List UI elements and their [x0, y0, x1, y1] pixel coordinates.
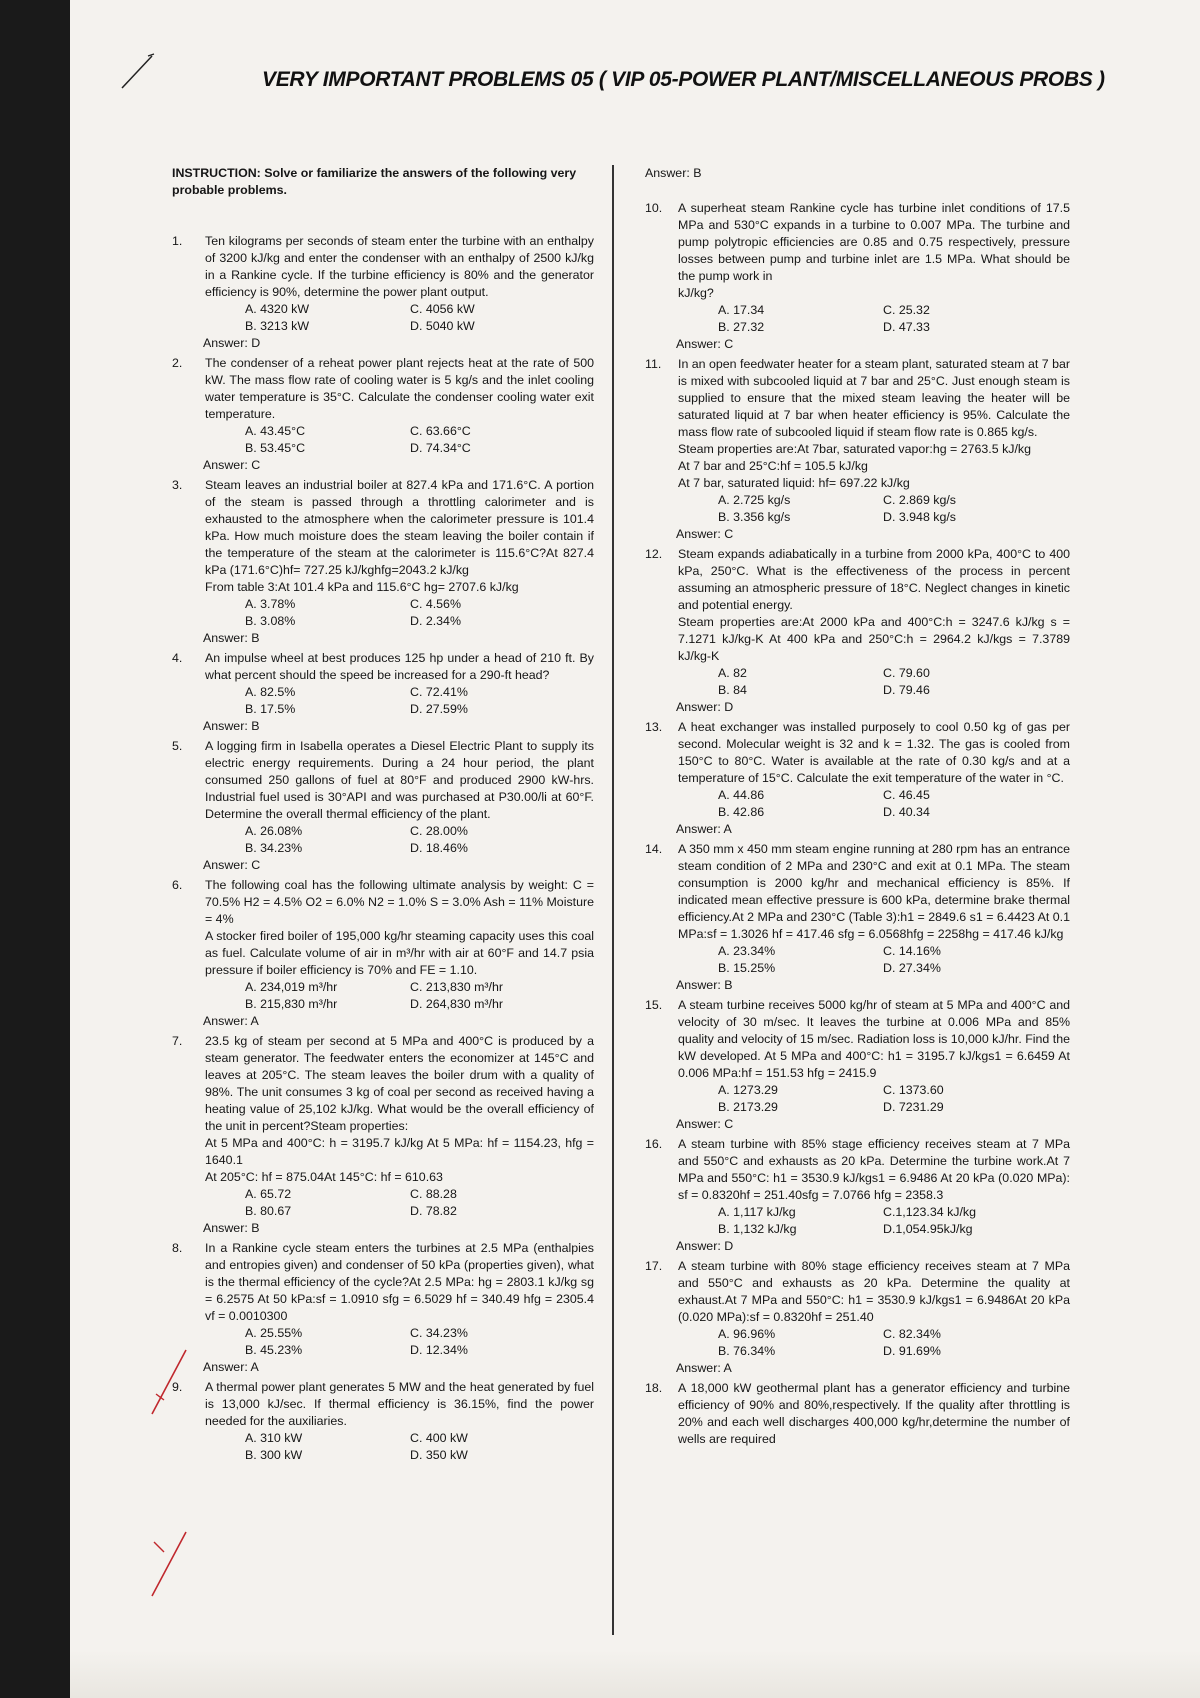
- choice-option: B. 76.34%: [718, 1344, 776, 1358]
- answer-line: Answer: D: [203, 336, 261, 350]
- question-stem: A superheat steam Rankine cycle has turbine inlet conditions of 17.5 MPa and 530°C expands in a turbine to 0.007 MPa. The turbine and pump polytropic efficiencies are 0.85 and 0.75 respectively, pressure losses between pump and turbine inlet are 1.5 MPa. What should be the pump work in: [678, 201, 1070, 283]
- choice-option: D. 27.34%: [883, 961, 941, 975]
- answer-line: Answer: B: [676, 978, 733, 992]
- choice-list: [718, 302, 1070, 336]
- answer-line: Answer: C: [676, 1117, 734, 1131]
- choice-option: A. 26.08%: [245, 824, 303, 838]
- choice-option: A. 23.34%: [718, 944, 776, 958]
- choice-option: A. 1273.29: [718, 1083, 778, 1097]
- question-item: [645, 719, 1070, 838]
- choice-option: D. 264,830 m³/hr: [410, 997, 503, 1011]
- carryover-answer: Answer: B: [645, 166, 702, 180]
- choice-option: A. 25.55%: [245, 1326, 303, 1340]
- choice-option: C. 25.32: [883, 303, 930, 317]
- question-number: 7.: [172, 1034, 183, 1048]
- answer-line: Answer: A: [676, 822, 732, 836]
- choice-option: B. 1,132 kJ/kg: [718, 1222, 797, 1236]
- choice-option: C. 46.45: [883, 788, 930, 802]
- choice-list: [718, 665, 1070, 699]
- question-note: A stocker fired boiler of 195,000 kg/hr steaming capacity uses this coal as fuel. Calculate volume of air in m³/hr with air at 60°F and 14.7 psia pressure if boiler efficiency is 70% and FE = 1.10.: [205, 929, 594, 977]
- choice-option: C.1,123.34 kJ/kg: [883, 1205, 976, 1219]
- choice-list: [245, 1186, 594, 1220]
- question-stem: A 350 mm x 450 mm steam engine running at 280 rpm has an entrance steam condition of 2 MPa and 230°C and exit at 0.1 MPa. The steam consumption is 2000 kg/hr and mechanical efficiency is 85%. If indicated mean effective pressure is 600 kPa, determine brake thermal efficiency.At 2 MPa and 230°C (Table 3):h1 = 2849.6 s1 = 6.4423 At 0.1 MPa:sf = 1.3026 hf = 417.46 sfg = 6.0568hfg = 2258hg = 417.46 kJ/kg: [678, 842, 1070, 941]
- choice-option: B. 215,830 m³/hr: [245, 997, 338, 1011]
- left-question-list: [172, 233, 594, 1464]
- question-stem: A steam turbine with 85% stage efficiency receives steam at 7 MPa and 550°C and exhausts as 20 kPa. Determine the turbine work.At 7 MPa and 550°C: h1 = 3530.9 kJ/kgs1 = 6.9486 At 20 kPa (0.020 MPa): sf = 0.8320hf = 251.40sfg = 7.0766 hfg = 2358.3: [678, 1137, 1070, 1202]
- question-item: [645, 356, 1070, 543]
- question-stem: 23.5 kg of steam per second at 5 MPa and 400°C is produced by a steam generator. The feedwater enters the economizer at 145°C and leaves at 205°C. The steam leaves the boiler drum with a quality of 98%. The unit consumes 3 kg of coal per second as received having a heating value of 25,102 kJ/kg. What would be the overall efficiency of the unit in percent?Steam properties:: [205, 1034, 594, 1133]
- choice-list: [245, 1325, 594, 1359]
- choice-list: [245, 423, 594, 457]
- choice-list: [245, 301, 594, 335]
- choice-option: C. 213,830 m³/hr: [410, 980, 503, 994]
- question-number: 15.: [645, 998, 663, 1012]
- question-number: 14.: [645, 842, 663, 856]
- question-item: [172, 877, 594, 1030]
- choice-option: D. 350 kW: [410, 1448, 468, 1462]
- choice-option: C. 79.60: [883, 666, 930, 680]
- choice-option: B. 42.86: [718, 805, 765, 819]
- question-number: 5.: [172, 739, 183, 753]
- question-stem: A 18,000 kW geothermal plant has a generator efficiency and turbine efficiency of 90% and 80%,respectively. If the quality after throttling is 20% and each well discharges 400,000 kg/hr,determine the number of wells are required: [678, 1381, 1070, 1446]
- choice-option: B. 15.25%: [718, 961, 776, 975]
- question-note: kJ/kg?: [678, 286, 714, 300]
- left-column: [172, 165, 594, 1467]
- choice-option: C. 4056 kW: [410, 302, 475, 316]
- question-item: [172, 650, 594, 735]
- question-item: [172, 738, 594, 874]
- question-stem: Steam leaves an industrial boiler at 827.4 kPa and 171.6°C. A portion of the steam is passed through a throttling calorimeter and is exhausted to the atmosphere when the calorimeter pressure is 101.4 kPa. How much moisture does the steam leaving the boiler contain if the temperature of the steam at the calorimeter is 115.6°C?At 827.4 kPa (171.6°C)hf= 727.25 kJ/kghfg=2043.2 kJ/kg: [205, 478, 594, 577]
- choice-list: [245, 1430, 594, 1464]
- choice-list: [718, 492, 1070, 526]
- question-item: [172, 233, 594, 352]
- question-stem: A logging firm in Isabella operates a Diesel Electric Plant to supply its electric energy requirements. During a 24 hour period, the plant consumed 250 gallons of fuel at 80°F and produced 2900 kW-hrs. Industrial fuel used is 30°API and was purchased at P30.00/li at 60°F. Determine the overall thermal efficiency of the plant.: [205, 739, 594, 821]
- question-stem: The following coal has the following ultimate analysis by weight: C = 70.5% H2 = 4.5% O2 = 6.0% N2 = 1.0% S = 3.0% Ash = 11% Moisture = 4%: [205, 878, 594, 926]
- question-note: From table 3:At 101.4 kPa and 115.6°C hg= 2707.6 kJ/kg: [205, 580, 519, 594]
- choice-list: [718, 787, 1070, 821]
- question-item: [172, 477, 594, 647]
- choice-option: C. 72.41%: [410, 685, 468, 699]
- question-item: [172, 1033, 594, 1237]
- question-stem: In an open feedwater heater for a steam plant, saturated steam at 7 bar is mixed with subcooled liquid at 7 bar and 25°C. Just enough steam is supplied to ensure that the mixed steam leaving the heater will be saturated liquid at 7 bar when heater efficiency is 95%. Calculate the mass flow rate of subcooled liquid if steam flow rate is 0.865 kg/s.: [678, 357, 1070, 439]
- choice-option: B. 84: [718, 683, 747, 697]
- answer-line: Answer: B: [203, 719, 260, 733]
- question-stem: In a Rankine cycle steam enters the turbines at 2.5 MPa (enthalpies and entropies given) and condenser of 50 kPa (properties given), what is the thermal efficiency of the cycle?At 2.5 MPa: hg = 2803.1 kJ/kg sg = 6.2575 At 50 kPa:sf = 1.0910 sfg = 6.5029 hf = 340.49 hfg = 2305.4 vf = 0.0010300: [205, 1241, 594, 1323]
- question-stem: Ten kilograms per seconds of steam enter the turbine with an enthalpy of 3200 kJ/kg and enter the condenser with an enthalpy of 2500 kJ/kg in a Rankine cycle. If the turbine efficiency is 80% and the generator efficiency is 90%, determine the power plant output.: [205, 234, 594, 299]
- pen-mark-icon: [118, 52, 158, 92]
- answer-line: Answer: C: [676, 527, 734, 541]
- question-stem: Steam expands adiabatically in a turbine from 2000 kPa, 400°C to 400 kPa, 250°C. What is the effectiveness of the process in percent assuming an atmospheric pressure of 18°C. Neglect changes in kinetic and potential energy.: [678, 547, 1070, 612]
- choice-option: A. 96.96%: [718, 1327, 776, 1341]
- choice-option: D.1,054.95kJ/kg: [883, 1222, 973, 1236]
- right-question-list: [645, 200, 1070, 1448]
- question-note: At 7 bar, saturated liquid: hf= 697.22 kJ/kg: [678, 476, 910, 490]
- question-item: [645, 200, 1070, 353]
- choice-list: [245, 823, 594, 857]
- question-item: [645, 1136, 1070, 1255]
- question-stem: A heat exchanger was installed purposely to cool 0.50 kg of gas per second. Molecular weight is 32 and k = 1.32. The gas is cooled from 150°C to 80°C. Water is available at the rate of 0.30 kg/s and at a temperature of 15°C. Calculate the exit temperature of the water in °C.: [678, 720, 1070, 785]
- choice-option: C. 4.56%: [410, 597, 461, 611]
- choice-option: C. 400 kW: [410, 1431, 468, 1445]
- choice-option: A. 65.72: [245, 1187, 292, 1201]
- choice-option: B. 3.356 kg/s: [718, 510, 791, 524]
- choice-option: A. 3.78%: [245, 597, 296, 611]
- choice-option: D. 3.948 kg/s: [883, 510, 957, 524]
- choice-option: D. 40.34: [883, 805, 930, 819]
- choice-list: [245, 684, 594, 718]
- answer-line: Answer: A: [676, 1361, 732, 1375]
- answer-line: Answer: B: [203, 1221, 260, 1235]
- column-divider: [612, 165, 614, 1635]
- choice-option: A. 234,019 m³/hr: [245, 980, 338, 994]
- choice-option: D. 27.59%: [410, 702, 468, 716]
- choice-option: D. 7231.29: [883, 1100, 944, 1114]
- question-item: [172, 1240, 594, 1376]
- question-stem: A steam turbine with 80% stage efficiency receives steam at 7 MPa and 550°C and exhausts as 20 kPa. Determine the quality at exhaust.At 7 MPa and 550°C: h1 = 3530.9 kJ/kgs1 = 6.9486At 20 kPa (0.020 MPa):sf = 0.8320hf = 251.40: [678, 1259, 1070, 1324]
- choice-option: B. 34.23%: [245, 841, 303, 855]
- question-note: At 7 bar and 25°C:hf = 105.5 kJ/kg: [678, 459, 868, 473]
- choice-option: B. 300 kW: [245, 1448, 303, 1462]
- question-number: 8.: [172, 1241, 183, 1255]
- choice-list: [718, 1082, 1070, 1116]
- question-number: 9.: [172, 1380, 183, 1394]
- question-note: At 205°C: hf = 875.04At 145°C: hf = 610.63: [205, 1170, 443, 1184]
- question-number: 3.: [172, 478, 183, 492]
- question-number: 16.: [645, 1137, 663, 1151]
- choice-option: C. 1373.60: [883, 1083, 944, 1097]
- choice-list: [245, 596, 594, 630]
- question-item: [172, 1379, 594, 1464]
- question-number: 1.: [172, 234, 183, 248]
- choice-list: [718, 943, 1070, 977]
- choice-option: A. 44.86: [718, 788, 765, 802]
- choice-option: A. 1,117 kJ/kg: [718, 1205, 796, 1219]
- choice-option: A. 17.34: [718, 303, 765, 317]
- question-number: 11.: [645, 357, 662, 371]
- answer-line: Answer: C: [203, 458, 261, 472]
- choice-option: B. 2173.29: [718, 1100, 778, 1114]
- choice-option: B. 45.23%: [245, 1343, 303, 1357]
- choice-option: B. 80.67: [245, 1204, 292, 1218]
- choice-option: C. 28.00%: [410, 824, 468, 838]
- question-number: 17.: [645, 1259, 663, 1273]
- choice-option: D. 91.69%: [883, 1344, 941, 1358]
- choice-option: D. 74.34°C: [410, 441, 471, 455]
- choice-list: [718, 1326, 1070, 1360]
- question-item: [645, 1258, 1070, 1377]
- choice-option: A. 82.5%: [245, 685, 296, 699]
- question-number: 4.: [172, 651, 183, 665]
- choice-option: C. 2.869 kg/s: [883, 493, 957, 507]
- question-number: 18.: [645, 1381, 663, 1395]
- choice-option: D. 2.34%: [410, 614, 461, 628]
- question-number: 10.: [645, 201, 663, 215]
- choice-option: A. 43.45°C: [245, 424, 306, 438]
- instruction-text: INSTRUCTION: Solve or familiarize the answers of the following very probable problems.: [172, 166, 577, 197]
- question-note: Steam properties are:At 2000 kPa and 400°C:h = 3247.6 kJ/kg s = 7.1271 kJ/kg-K At 400 kPa and 250°C:h = 2964.2 kJ/kgs = 7.3789 kJ/kg-K: [678, 615, 1070, 663]
- choice-option: D. 12.34%: [410, 1343, 468, 1357]
- answer-line: Answer: A: [203, 1360, 259, 1374]
- question-stem: A thermal power plant generates 5 MW and the heat generated by fuel is 13,000 kJ/sec. If thermal efficiency is 36.15%, find the power needed for the auxiliaries.: [205, 1380, 594, 1428]
- right-column: [645, 165, 1070, 1451]
- choice-option: D. 79.46: [883, 683, 930, 697]
- question-item: [645, 546, 1070, 716]
- question-number: 12.: [645, 547, 663, 561]
- choice-option: C. 82.34%: [883, 1327, 941, 1341]
- answer-line: Answer: B: [203, 631, 260, 645]
- choice-option: B. 3213 kW: [245, 319, 310, 333]
- choice-option: A. 82: [718, 666, 747, 680]
- question-note: At 5 MPa and 400°C: h = 3195.7 kJ/kg At 5 MPa: hf = 1154.23, hfg = 1640.1: [205, 1136, 594, 1167]
- page-bottom-shadow: [70, 1650, 1200, 1698]
- choice-option: A. 310 kW: [245, 1431, 303, 1445]
- question-stem: A steam turbine receives 5000 kg/hr of steam at 5 MPa and 400°C and velocity of 30 m/sec. It leaves the turbine at 0.006 MPa and 85% quality and velocity of 15 m/sec. Radiation loss is 10,000 kJ/hr. Find the kW developed. At 5 MPa and 400°C: h1 = 3195.7 kJ/kgs1 = 6.6459 At 0.006 MPa:hf = 151.53 hfg = 2415.9: [678, 998, 1070, 1080]
- choice-option: D. 18.46%: [410, 841, 468, 855]
- question-stem: An impulse wheel at best produces 125 hp under a head of 210 ft. By what percent should the speed be increased for a 290-ft head?: [205, 651, 594, 682]
- choice-option: B. 53.45°C: [245, 441, 306, 455]
- choice-list: [718, 1204, 1070, 1238]
- choice-list: [245, 979, 594, 1013]
- answer-line: Answer: A: [203, 1014, 259, 1028]
- choice-option: B. 27.32: [718, 320, 765, 334]
- choice-option: D. 5040 kW: [410, 319, 475, 333]
- question-item: [645, 841, 1070, 994]
- choice-option: B. 17.5%: [245, 702, 296, 716]
- answer-line: Answer: D: [676, 700, 734, 714]
- question-stem: The condenser of a reheat power plant rejects heat at the rate of 500 kW. The mass flow rate of cooling water is 5 kg/s and the inlet cooling water temperature is 35°C. Calculate the condenser cooling water exit temperature.: [205, 356, 594, 421]
- question-item: [645, 997, 1070, 1133]
- choice-option: C. 14.16%: [883, 944, 941, 958]
- choice-option: C. 88.28: [410, 1187, 457, 1201]
- answer-line: Answer: C: [676, 337, 734, 351]
- answer-line: Answer: C: [203, 858, 261, 872]
- choice-option: A. 4320 kW: [245, 302, 310, 316]
- question-note: Steam properties are:At 7bar, saturated vapor:hg = 2763.5 kJ/kg: [678, 442, 1031, 456]
- choice-option: C. 63.66°C: [410, 424, 471, 438]
- question-item: [645, 1380, 1070, 1448]
- choice-option: A. 2.725 kg/s: [718, 493, 791, 507]
- choice-option: C. 34.23%: [410, 1326, 468, 1340]
- question-item: [172, 355, 594, 474]
- question-number: 13.: [645, 720, 663, 734]
- answer-line: Answer: D: [676, 1239, 734, 1253]
- question-number: 6.: [172, 878, 183, 892]
- choice-option: D. 78.82: [410, 1204, 457, 1218]
- choice-option: D. 47.33: [883, 320, 930, 334]
- question-number: 2.: [172, 356, 183, 370]
- page-title: VERY IMPORTANT PROBLEMS 05 ( VIP 05-POWER PLANT/MISCELLANEOUS PROBS ): [262, 68, 1105, 91]
- choice-option: B. 3.08%: [245, 614, 296, 628]
